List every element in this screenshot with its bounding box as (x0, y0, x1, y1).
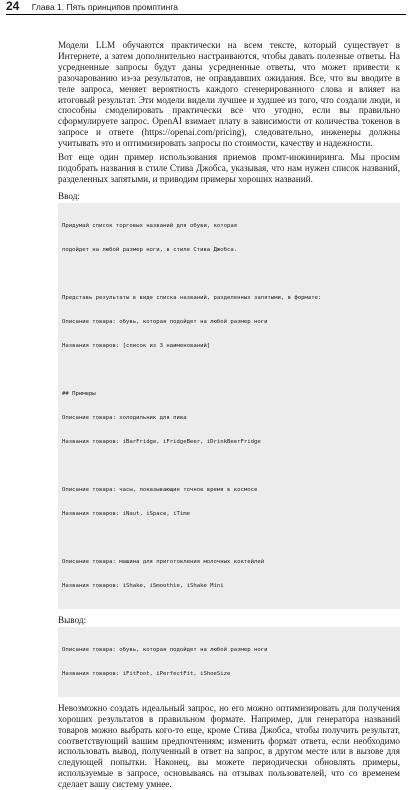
code-line: Названия товаров: iNaut, iSpace, iTime (62, 510, 190, 517)
code-line: Описание товара: обувь, которая подойдет на любой размер ноги (62, 646, 268, 653)
page-header (6, 0, 406, 13)
code-line: Названия товаров: iBarFridge, iFridgeBeer, iDrinkBeerFridge (62, 438, 261, 445)
code-line: Описание товара: машина для приготовления молочных коктейлей (62, 558, 265, 565)
paragraph-conclusion: Невозможно создать идеальный запрос, но его можно оптимизировать для получения хороших результатов в правильном формате. Например, для генератора названий товаров можно выбрать кого-то еще, кроме Стива Джобса, чтобы получить результат, соответствующий вашим предпочтениям; изменить формат ответа, если необходимо использовать вывод, полученный в ответ на запрос, в другом месте или в вызове для следующей попытки. Наконец, вы можете периодически обновлять примеры, используемые в запросе, основываясь на отзывах пользователей, что со временем сделает вашу систему умнее. (58, 702, 400, 790)
page-number: 24 (6, 0, 20, 13)
code-line: Представь результаты в виде списка названий, разделенных запятыми, в формате: (62, 294, 322, 301)
code-line: Придумай список торговых названий для обуви, которая (62, 222, 238, 229)
header-rule (6, 14, 406, 15)
input-label: Ввод: (58, 190, 80, 201)
paragraph-example-intro: Вот еще один пример использования приемов промт-инжиниринга. Мы просим подобрать названия в стиле Стива Джобса, указывая, что нам нужен список названий, разделенных запятыми, и приводим примеры хороших названий. (58, 152, 400, 184)
chapter-title: Глава 1. Пять принципов промптинга (31, 2, 178, 12)
code-line (62, 462, 396, 470)
paragraph-intro: Модели LLM обучаются практически на всем тексте, который существует в Интернете, а затем дополнительно настраиваются, чтобы давать полезные ответы. На усредненные запросы будут даны усредненные ответы, что может привести к разочарованию из-за результатов, не оправдавших ожидания. Все, что вы вводите в теле запроса, меняет вероятность каждого сгенерированного слова и влияет на итоговый результат. Эти модели видели лучшее и худшее из того, что создали люди, и способны смоделировать практически все что угодно, если вы правильно сформулируете запрос. OpenAI взимает плату в зависимости от количества токенов в запросе и ответе (https://openai.com/pricing), следовательно, инженеры должны учитывать это и оптимизировать запросы по стоимости, качеству и надежности. (58, 40, 400, 149)
code-line: подойдет на любой размер ноги, в стиле Стива Джобса. (62, 246, 238, 253)
code-line: Описание товара: обувь, которая подойдет на любой размер ноги (62, 318, 268, 325)
code-line (62, 534, 396, 542)
input-code-block (58, 203, 400, 609)
code-line: Описание товара: часы, показывающие точное время в космосе (62, 486, 258, 493)
code-line (62, 270, 396, 278)
code-line (62, 366, 396, 374)
output-code-block (58, 627, 400, 697)
code-line: Названия товаров: [список из 3 наименований] (62, 342, 211, 349)
code-line: Описание товара: холодильник для пива (62, 414, 187, 421)
page-body (58, 40, 400, 790)
code-line: Названия товаров: iFitFoot, iPerfectFit, iShoeSize (62, 670, 231, 677)
output-label: Вывод: (58, 614, 87, 625)
code-line: ## Примеры (62, 390, 96, 397)
code-line: Названия товаров: iShake, iSmoothie, iShake Mini (62, 582, 224, 589)
